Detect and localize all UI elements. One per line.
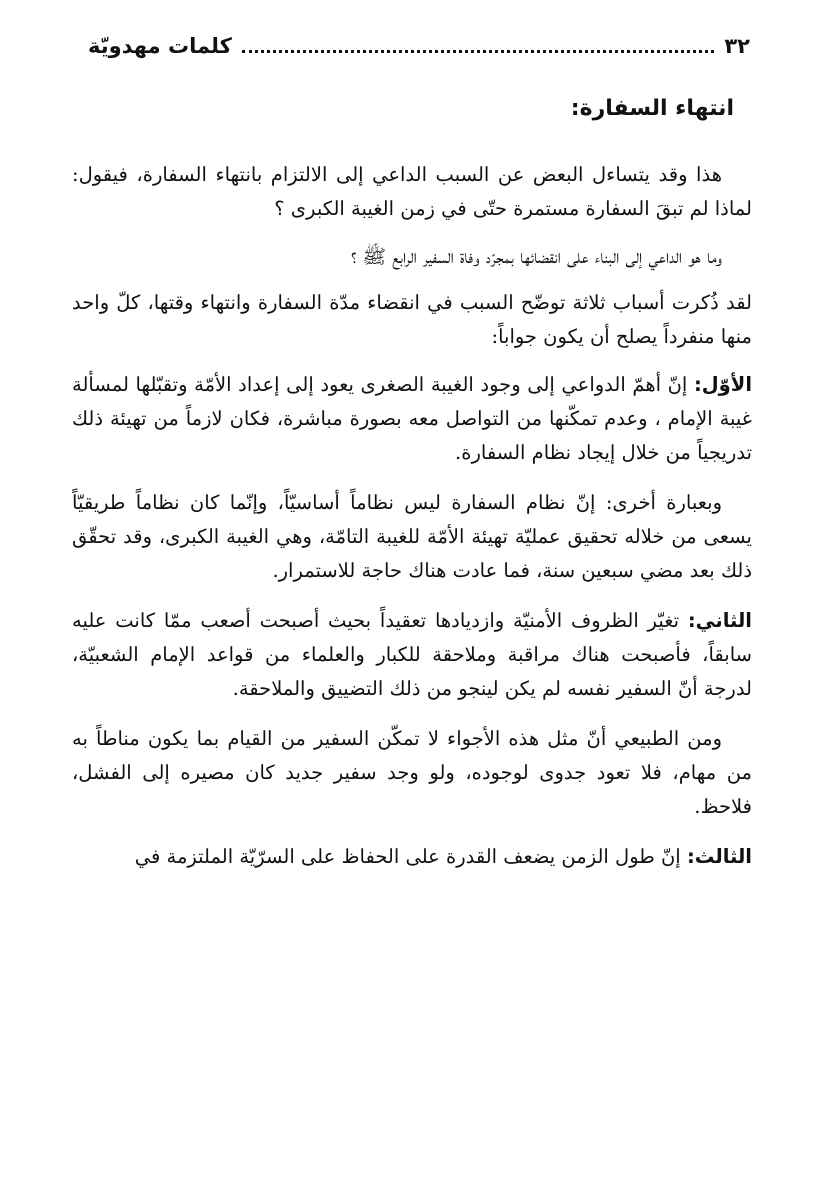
second-reason-label: الثاني: <box>687 609 752 632</box>
paragraph-question-2: وما هو الداعي إلى البناء على انقضائها بمجرّد وفاة السفير الرابع ﷺ ؟ <box>350 245 722 268</box>
paragraph-natural-consequence: ومن الطبيعي أنّ مثل هذه الأجواء لا تمكّن السفير من القيام بما يكون مناطاً به من مهام، فلا تعود جدوى لوجوده، ولو وجد سفير جديد كان مصيره إلى الفشل، فلاحظ. <box>72 727 752 818</box>
first-reason-text: إنّ أهمّ الدواعي إلى وجود الغيبة الصغرى يعود إلى إعداد الأمّة وتقبّلها لمسألة غيبة الإمام ، وعدم تمكّنها من التواصل معه بصورة مباشرة، فكان لازماً من تهيئة ذلك تدريجياً من خلال إيجاد نظام السفارة. <box>72 373 752 464</box>
paragraph-third-reason <box>72 832 752 882</box>
paragraph-in-other-words: وبعبارة أخرى: إنّ نظام السفارة ليس نظاماً أساسيّاً، وإنّما كان نظاماً طريقيّاً يسعى من خلاله تحقيق عمليّة تهيئة الأمّة للغيبة التامّة، وهي الغيبة الكبرى، وقد تحقّق ذلك بعد مضي سبعين سنة، فما عادت هناك حاجة للاستمرار. <box>72 491 752 582</box>
paragraph-first-reason <box>72 360 752 478</box>
paragraph-reasons-intro: لقد ذُكرت أسباب ثلاثة توضّح السبب في انقضاء مدّة السفارة وانتهاء وقتها، كلّ واحد منها منفرداً يصلح أن يكون جواباً: <box>72 291 752 348</box>
body-text <box>72 150 752 882</box>
paragraph-second-reason <box>72 596 752 714</box>
book-title: كلمات مهدويّة <box>88 34 232 58</box>
second-reason-text: تغيّر الظروف الأمنيّة وازديادها تعقيداً بحيث أصبحت أصعب ممّا كانت عليه سابقاً، فأصبحت هناك مراقبة وملاحقة للكبار والعلماء من قواعد الإمام الشعبيّة، لدرجة أنّ السفير نفسه لم يكن لينجو من ذلك التضييق والملاحقة. <box>72 609 752 700</box>
third-reason-text: إنّ طول الزمن يضعف القدرة على الحفاظ على السرّيّة الملتزمة في <box>134 845 681 868</box>
third-reason-label: الثالث: <box>686 845 752 868</box>
header-dotted-leader <box>242 50 715 53</box>
first-reason-label: الأوّل: <box>693 373 753 396</box>
running-header <box>88 26 750 66</box>
section-title: انتهاء السفارة: <box>570 96 734 121</box>
paragraph-question: هذا وقد يتساءل البعض عن السبب الداعي إلى الالتزام بانتهاء السفارة، فيقول: لماذا لم تبقَ السفارة مستمرة حتّى في زمن الغيبة الكبرى ؟ <box>72 163 752 220</box>
page-number: ٣٢ <box>724 34 750 58</box>
